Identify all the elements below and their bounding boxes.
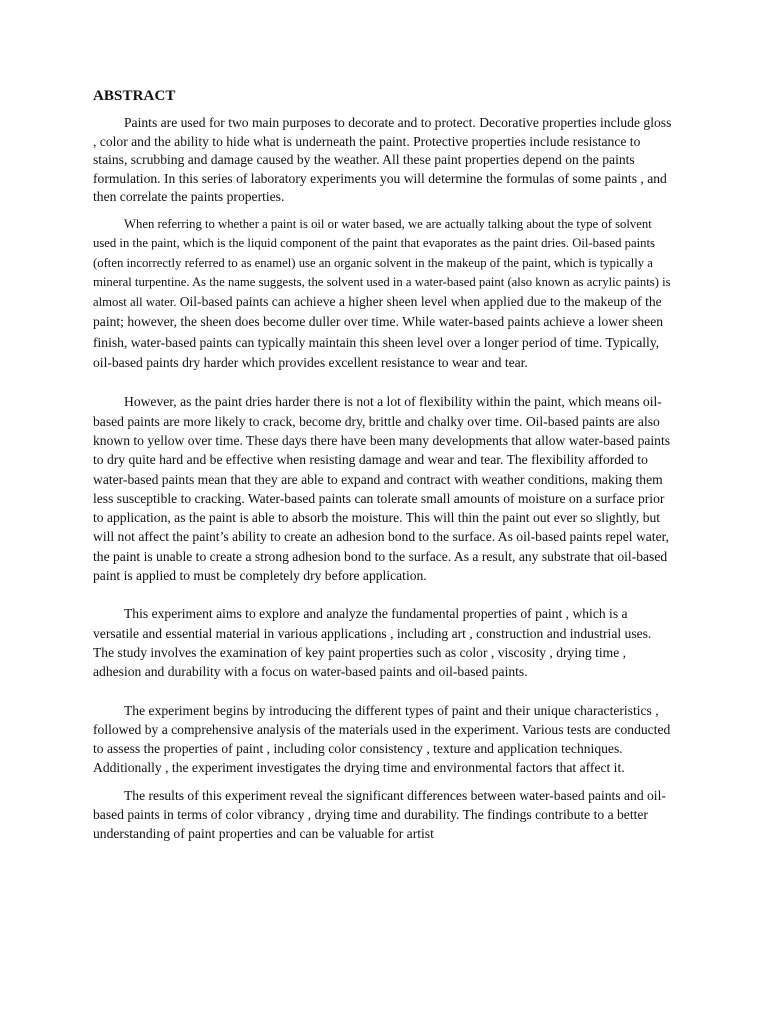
- paragraph-solvent-text: When referring to whether a paint is oil or water based, we are actually talking about the type of solvent used in the paint, which is the liquid component of the paint that evaporates as the paint dries. Oil-based paints (often incorrectly referred to as enamel) use an organic solvent in the makeup of the paint, which is typically a mineral turpentine. As the name suggests, the solvent used in a water-based paint (also known as acrylic paints) is almost all water.: [93, 216, 671, 310]
- paragraph-method: The experiment begins by introducing the different types of paint and their unique characteristics , followed by a comprehensive analysis of the materials used in the experiment. Various tests are conducted to assess the properties of paint , including color consistency , texture and application techniques. Additionally , the experiment investigates the drying time and environmental factors that affect it.: [93, 702, 671, 776]
- section-heading: ABSTRACT: [93, 88, 176, 104]
- document-page: [93, 86, 675, 844]
- paragraph-sheen-text: Oil-based paints can achieve a higher sheen level when applied due to the makeup of the paint; however, the sheen does become duller over time. While water-based paints achieve a lower sheen finish, water-based paints can typically maintain this sheen level over a longer period of time. Typically, oil-based paints dry harder which provides excellent resistance to wear and tear.: [93, 294, 664, 371]
- paragraph-intro: Paints are used for two main purposes to decorate and to protect. Decorative properties include gloss , color and the ability to hide what is underneath the paint. Protective properties include resistance to stains, scrubbing and damage caused by the weather. All these paint properties depend on the paints formulation. In this series of laboratory experiments you will determine the formulas of some paints , and then correlate the paints properties.: [93, 115, 672, 205]
- paragraph-aims: This experiment aims to explore and analyze the fundamental properties of paint , which is a versatile and essential material in various applications , including art , construction and industrial uses. The study involves the examination of key paint properties such as color , viscosity , drying time , adhesion and durability with a focus on water-based paints and oil-based paints.: [93, 606, 652, 680]
- paragraph-results: The results of this experiment reveal the significant differences between water-based paints and oil-based paints in terms of color vibrancy , drying time and durability. The findings contribute to a better understanding of paint properties and can be valuable for artist: [93, 787, 666, 842]
- paragraph-flexibility: However, as the paint dries harder there is not a lot of flexibility within the paint, which means oil-based paints are more likely to crack, become dry, brittle and chalky over time. Oil-based paints are also known to yellow over time. These days there have been many developments that allow water-based paints to dry quite hard and be effective when resisting damage and wear and tear. The flexibility afforded to water-based paints mean that they are able to expand and contract with weather conditions, making them less susceptible to cracking. Water-based paints can tolerate small amounts of moisture on a surface prior to application, as the paint is able to absorb the moisture. This will thin the paint out ever so slightly, but will not affect the paint’s ability to create an adhesion bond to the surface. As oil-based paints repel water, the paint is unable to create a strong adhesion bond to the surface. As a result, any substrate that oil-based paint is applied to must be completely dry before application.: [93, 394, 671, 584]
- paragraph-solvent: [93, 215, 675, 373]
